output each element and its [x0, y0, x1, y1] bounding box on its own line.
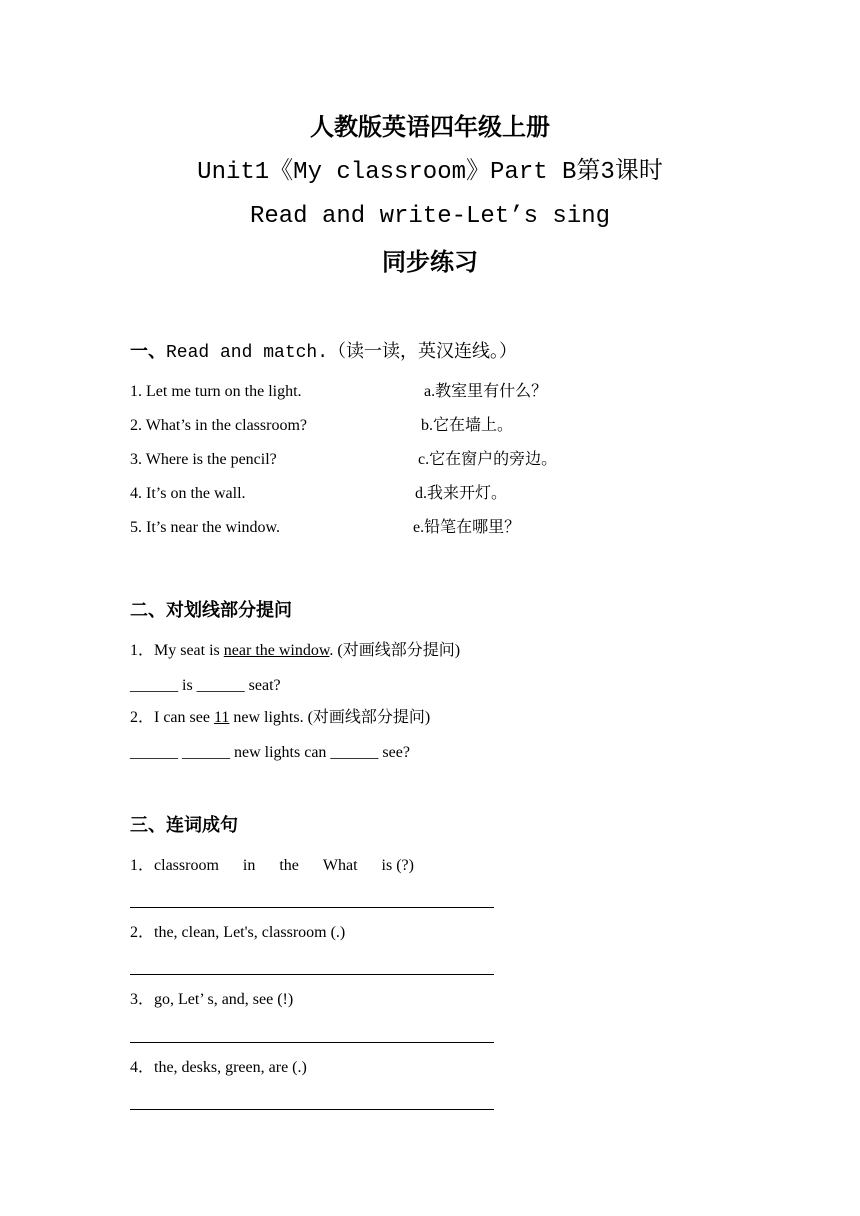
q2-prefix: 2．I can see: [130, 709, 214, 726]
section2-answer-2: ______ ______ new lights can ______ see?: [130, 744, 410, 761]
match-en-3: 3. Where is the pencil?: [130, 451, 277, 468]
match-cn-2: b.它在墙上。: [421, 417, 514, 434]
lesson-subtitle: Read and write-Let’s sing: [249, 203, 611, 230]
answer-line-1: [130, 907, 494, 908]
section1-heading: [130, 340, 517, 365]
match-en-4: 4. It’s on the wall.: [130, 485, 246, 502]
unit-title: Unit1《My classroom》Part B第3课时: [197, 159, 663, 186]
section1-number: 一、: [130, 341, 166, 362]
q2-suffix: new lights. (对画线部分提问): [229, 709, 431, 726]
section2-question-1: [130, 641, 460, 661]
q1-number: 1．: [130, 857, 155, 874]
page-title: 人教版英语四年级上册: [310, 113, 550, 141]
word: classroom: [154, 857, 219, 874]
section2-heading: 二、对划线部分提问: [130, 600, 292, 621]
word: is (?): [381, 857, 414, 874]
match-en-5: 5. It’s near the window.: [130, 519, 281, 536]
q2-underlined-number: 11: [213, 709, 230, 726]
section3-question-1: [130, 856, 414, 876]
section3-question-3: 3．go, Let’ s, and, see (!): [130, 991, 294, 1008]
section3-heading: 三、连词成句: [130, 815, 238, 836]
section2-answer-1: ______ is ______ seat?: [130, 677, 281, 694]
section2-question-2: [130, 708, 430, 728]
answer-line-2: [130, 974, 494, 975]
match-cn-1: a.教室里有什么？: [424, 383, 548, 400]
section1-heading-cn: （读一读，英汉连线。）: [328, 341, 518, 362]
section3-question-2: 2．the, clean, Let's, classroom (.): [130, 924, 346, 941]
q1-underlined-phrase: near the window: [223, 642, 330, 659]
word: What: [322, 857, 358, 874]
word: the: [279, 857, 299, 874]
match-cn-5: e.铅笔在哪里？: [413, 519, 521, 536]
section1-heading-en: Read and match.: [166, 343, 329, 363]
word: in: [242, 857, 256, 874]
match-en-2: 2. What’s in the classroom?: [130, 417, 307, 434]
answer-line-3: [130, 1042, 494, 1043]
match-en-1: 1. Let me turn on the light.: [130, 383, 302, 400]
exercise-title: 同步练习: [382, 248, 478, 276]
answer-line-4: [130, 1109, 494, 1110]
q1-prefix: 1．My seat is: [130, 642, 224, 659]
match-cn-3: c.它在窗户的旁边。: [418, 451, 558, 468]
q1-suffix: . (对画线部分提问): [329, 642, 461, 659]
match-cn-4: d.我来开灯。: [415, 485, 508, 502]
section3-question-4: 4．the, desks, green, are (.): [130, 1059, 307, 1076]
